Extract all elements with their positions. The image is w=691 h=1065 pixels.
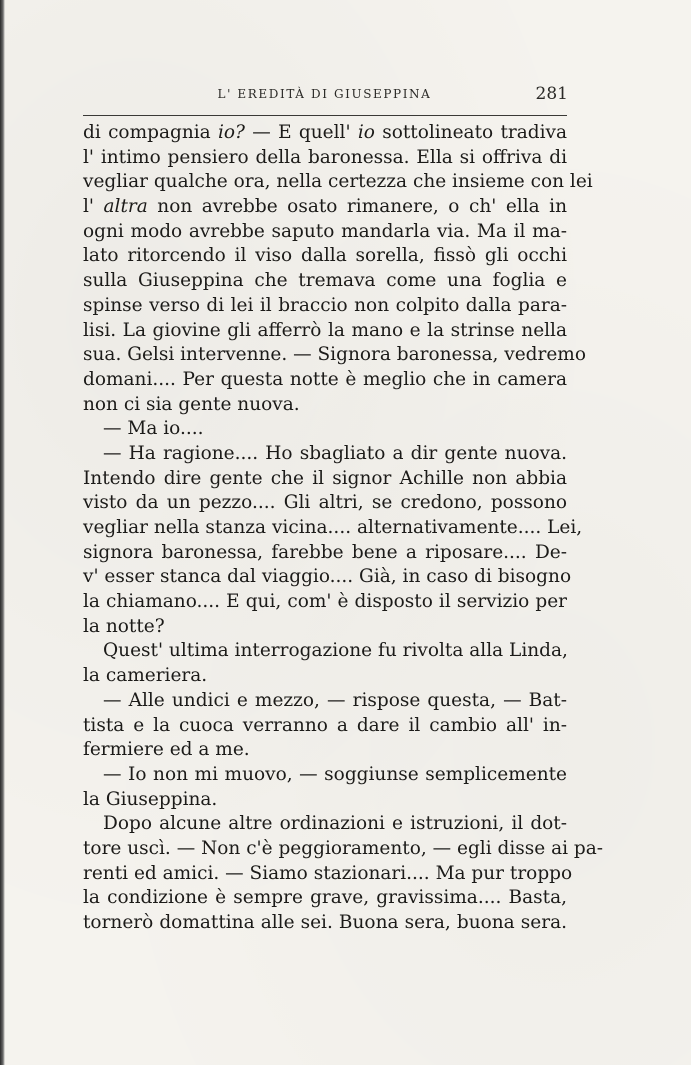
text-run: Quest' ultima interrogazione fu rivolta alla Linda, [103,640,568,662]
text-line [83,121,567,146]
text-line [83,714,567,739]
text-run: ogni modo avrebbe saputo mandarla via. Ma il ma- [83,220,567,242]
text-run: — Ha ragione.... Ho sbagliato a dir gente nuova. [103,442,567,464]
text-line [83,294,567,319]
text-run: la Giuseppina. [83,788,218,810]
text-run: tore uscì. — Non c'è peggioramento, — egli disse ai pa- [83,837,604,859]
text-line [83,689,567,714]
italic-word: io [357,122,375,143]
text-line [83,343,586,368]
text-line [83,269,567,294]
text-line [83,862,573,887]
text-line [83,911,567,936]
text-run: vegliar nella stanza vicina.... alternativamente.... Lei, [83,517,583,538]
text-run: fermiere ed a me. [83,739,250,761]
text-line [83,886,567,911]
text-run: tornerò domattina alle sei. Buona sera, buona sera. [83,912,567,933]
text-line [83,442,567,467]
text-line [83,812,567,837]
text-line [83,837,604,862]
text-line [83,664,567,689]
text-line [83,244,567,269]
text-line [83,195,567,220]
text-run: v' esser stanca dal viaggio.... Già, in caso di bisogno [83,566,572,588]
text-line [83,516,583,541]
text-run: la chiamano.... E qui, com' è disposto il servizio per [83,591,567,613]
page-number: 281 [535,84,568,104]
text-run: l' intimo pensiero della baronessa. Ella si offriva di [83,146,567,168]
italic-word: io? [218,122,245,143]
body-text [83,121,604,936]
text-line [83,393,567,418]
text-line [83,763,567,788]
text-run: Intendo dire gente che il signor Achille non abbia [83,467,567,489]
page-header [83,84,566,106]
italic-word: altra [103,196,148,218]
text-run: non avrebbe osato rimanere, o ch' ella in [147,196,567,218]
text-line [83,417,567,442]
text-run: — Alle undici e mezzo, — rispose questa, — Bat- [103,689,567,711]
text-run: — Ma io.... [103,418,204,440]
text-line [83,170,593,195]
text-run: — Io non mi muovo, — soggiunse semplicemente [103,763,567,785]
text-run: renti ed amici. — Siamo stazionari.... Ma pur troppo [83,862,573,884]
text-line [83,788,567,813]
page-binding-edge [0,0,5,1065]
text-run: lato ritorcendo il viso dalla sorella, fissò gli occhi [83,245,567,267]
text-line [83,319,567,344]
running-title: L' EREDITÀ DI GIUSEPPINA [217,87,432,101]
text-run: vegliar qualche ora, nella certezza che insieme con lei [83,171,593,193]
text-run: domani.... Per questa notte è meglio che in camera [83,368,567,390]
text-run: tista e la cuoca verranno a dare il cambio all' in- [83,714,567,736]
text-line [83,146,567,171]
text-line [83,541,567,566]
text-run: la cameriera. [83,665,208,687]
text-run: di compagnia [83,122,218,143]
text-run: la notte? [83,615,165,637]
text-run: signora baronessa, farebbe bene a riposare.... De- [83,541,567,563]
text-run: lisi. La giovine gli afferrò la mano e la strinse nella [83,319,567,341]
text-line [83,590,567,615]
text-run: sottolineato tradiva [374,122,568,143]
text-line [83,491,567,516]
text-run: la condizione è sempre grave, gravissima.... Basta, [83,887,567,909]
text-line [83,368,567,393]
text-line [83,615,567,640]
text-run: — E quell' [244,122,358,143]
text-run: Dopo alcune altre ordinazioni e istruzioni, il dot- [103,813,567,835]
text-line [83,639,567,664]
text-line [83,565,572,590]
text-run: visto da un pezzo.... Gli altri, se credono, possono [83,492,567,514]
header-rule [83,115,567,116]
text-run: l' [83,196,104,218]
text-line [83,467,567,492]
text-run: non ci sia gente nuova. [83,393,300,415]
text-run: sulla Giuseppina che tremava come una foglia e [83,270,567,292]
text-line [83,220,567,245]
text-run: sua. Gelsi intervenne. — Signora baronessa, vedremo [83,344,586,366]
text-run: spinse verso di lei il braccio non colpito dalla para- [83,294,567,316]
text-line [83,738,567,763]
